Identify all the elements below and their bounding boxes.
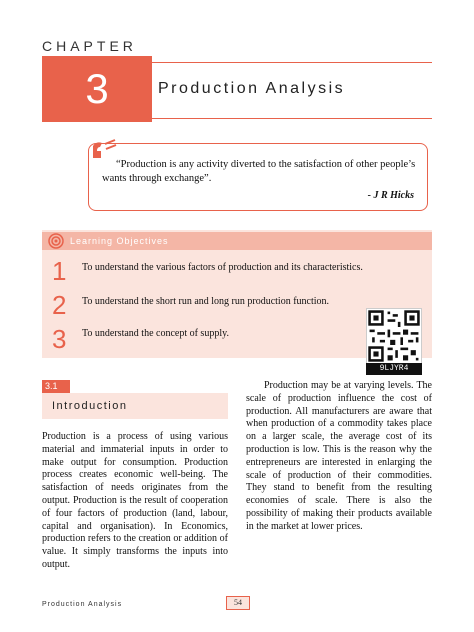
footer-label: Production Analysis — [42, 601, 123, 608]
qr-code-label: 9LJYR4 — [366, 363, 422, 375]
learning-objectives-title: Learning Objectives — [70, 236, 169, 246]
page-number: 54 — [226, 596, 250, 610]
objective-text-1: To understand the various factors of production and its characteristics. — [82, 262, 363, 273]
objective-number-1: 1 — [52, 256, 67, 286]
title-rule-top — [152, 62, 432, 63]
chapter-label: CHAPTER — [42, 38, 137, 54]
title-rule-bottom — [152, 118, 432, 119]
quote-body: “Production is any activity diverted to the satisfaction of other people’s wants through exchange”. — [102, 159, 416, 184]
objective-text-2: To understand the short run and long run production function. — [82, 296, 330, 307]
body-paragraph-right: Production may be at varying levels. The scale of production influence the cost of production. All manufacturers are aware that when production of a commodity takes place on a larger scale, the average cost of its production is low. This is the reason why the entrepreneurs are interested in enlarging the scale of production of their commodities. They stand to benefit from the resulting economies of scale. There is also the possibility of making their products available in the market at lower prices. — [246, 380, 432, 532]
objective-text-3: To understand the concept of supply. — [82, 328, 229, 339]
section-title: Introduction — [52, 400, 128, 412]
objective-number-2: 2 — [52, 290, 67, 320]
objective-number-3: 3 — [52, 324, 67, 354]
quote-text — [102, 158, 420, 186]
section-number: 3.1 — [42, 380, 70, 393]
body-column-right — [246, 380, 432, 534]
qr-code-image[interactable] — [366, 308, 422, 364]
quote-author: - J R Hicks — [367, 190, 414, 201]
chapter-number: 3 — [42, 56, 152, 122]
target-icon — [48, 233, 64, 249]
chapter-title: Production Analysis — [158, 80, 346, 97]
body-column-left: Production is a process of using various material and immaterial inputs in order to make output for consumption. Production process creates economic well-being. The satisfaction of needs originates from the output. Production is the result of cooperation of four factors of production (land, labour, capital and organisation). In Economics, production refers to the creation or addition of value. It simply transforms the inputs into output. — [42, 431, 228, 570]
